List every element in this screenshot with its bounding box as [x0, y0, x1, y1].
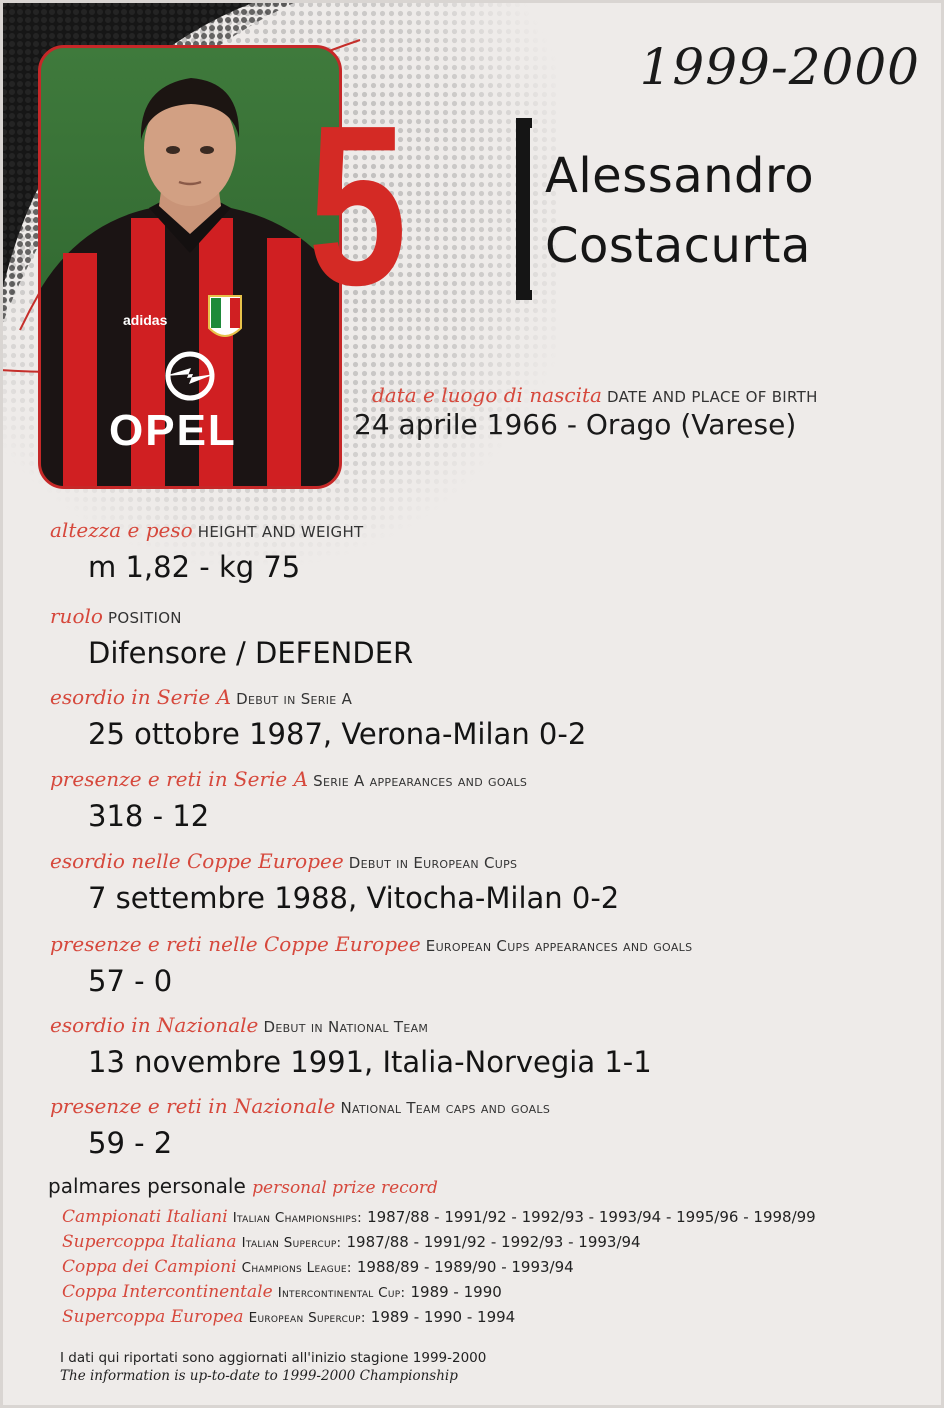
- section-height-weight: [50, 518, 364, 584]
- label-en: POSITION: [108, 609, 182, 627]
- label-en: National Team caps and goals: [340, 1099, 551, 1117]
- prize-name-it: Coppa Intercontinentale: [62, 1282, 273, 1302]
- prize-name-it: Supercoppa Europea: [62, 1307, 244, 1327]
- section-european-cups-apps: [50, 932, 692, 998]
- section-debut-serie-a: [50, 685, 586, 751]
- value-it: Difensore /: [88, 636, 256, 670]
- shirt-maker-label: adidas: [123, 312, 168, 328]
- player-first-name: Alessandro: [545, 148, 815, 204]
- value: 7 settembre 1988, Vitocha-Milan 0-2: [88, 881, 620, 915]
- shirt-sponsor-label: OPEL: [109, 406, 237, 455]
- section-debut-national-team: [50, 1013, 652, 1079]
- list-item: [62, 1204, 816, 1229]
- prize-years: 1989 - 1990: [410, 1283, 502, 1301]
- birth-label-it: data e luogo di nascita: [372, 383, 602, 407]
- palmares: [48, 1174, 816, 1329]
- prize-name-it: Supercoppa Italiana: [62, 1232, 237, 1252]
- section-serie-a-apps: [50, 767, 527, 833]
- label-it: ruolo: [50, 604, 103, 628]
- birth-label-en: DATE AND PLACE OF BIRTH: [607, 388, 818, 406]
- footnote: [60, 1350, 486, 1384]
- player-last-name: Costacurta: [545, 218, 811, 274]
- prize-name-en: Italian Supercup:: [241, 1235, 342, 1251]
- prize-name-en: Intercontinental Cup:: [277, 1285, 406, 1301]
- label-en: European Cups appearances and goals: [425, 937, 693, 955]
- label-it: presenze e reti nelle Coppe Europee: [50, 932, 421, 956]
- label-en: Debut in Serie A: [236, 690, 353, 708]
- label-en: Debut in European Cups: [348, 854, 518, 872]
- value: 25 ottobre 1987, Verona-Milan 0-2: [88, 717, 587, 751]
- label-it: esordio in Serie A: [50, 685, 232, 709]
- prize-name-en: Italian Championships:: [232, 1210, 362, 1226]
- list-item: [62, 1254, 816, 1279]
- prize-years: 1988/89 - 1989/90 - 1993/94: [356, 1258, 574, 1276]
- value: [88, 636, 413, 670]
- footnote-it: I dati qui riportati sono aggiornati all'inizio stagione 1999-2000: [60, 1350, 487, 1366]
- label-en: Serie A appearances and goals: [313, 772, 528, 790]
- prize-name-en: Champions League:: [241, 1260, 352, 1276]
- birth-label: [372, 383, 818, 407]
- label-it: presenze e reti in Nazionale: [50, 1094, 336, 1118]
- value-en: DEFENDER: [255, 636, 414, 670]
- label-it: esordio in Nazionale: [50, 1013, 259, 1037]
- list-item: [62, 1304, 816, 1329]
- value: m 1,82 - kg 75: [88, 550, 301, 584]
- prize-years: 1987/88 - 1991/92 - 1992/93 - 1993/94 - 1995/96 - 1998/99: [367, 1208, 816, 1226]
- label-it: altezza e peso: [50, 518, 193, 542]
- value: 57 - 0: [88, 964, 173, 998]
- value: 59 - 2: [88, 1126, 173, 1160]
- label-en: Debut in National Team: [263, 1018, 429, 1036]
- list-item: [62, 1279, 816, 1304]
- label-it: esordio nelle Coppe Europee: [50, 849, 344, 873]
- label-it: presenze e reti in Serie A: [50, 767, 309, 791]
- player-photo: [38, 45, 342, 489]
- palmares-title-it: personal prize record: [252, 1178, 438, 1198]
- list-item: [62, 1229, 816, 1254]
- value: 13 novembre 1991, Italia-Norvegia 1-1: [88, 1045, 652, 1079]
- section-national-team-caps: [50, 1094, 550, 1160]
- prize-list: [62, 1204, 816, 1329]
- palmares-title: palmares personale: [48, 1174, 246, 1198]
- palmares-heading: [48, 1174, 816, 1198]
- prize-name-it: Campionati Italiani: [62, 1207, 228, 1227]
- section-debut-european-cups: [50, 849, 619, 915]
- value: 318 - 12: [88, 799, 210, 833]
- birth-value: 24 aprile 1966 - Orago (Varese): [354, 408, 797, 441]
- prize-name-en: European Supercup:: [248, 1310, 366, 1326]
- section-position: [50, 604, 413, 670]
- prize-years: 1987/88 - 1991/92 - 1992/93 - 1993/94: [346, 1233, 641, 1251]
- shirt-number: 5: [308, 79, 404, 333]
- season-title: 1999-2000: [639, 38, 920, 96]
- label-en: HEIGHT AND WEIGHT: [197, 523, 364, 541]
- footnote-en: The information is up-to-date to 1999-2000 Championship: [60, 1368, 458, 1384]
- name-bracket: [516, 118, 532, 300]
- prize-years: 1989 - 1990 - 1994: [370, 1308, 516, 1326]
- prize-name-it: Coppa dei Campioni: [62, 1257, 237, 1277]
